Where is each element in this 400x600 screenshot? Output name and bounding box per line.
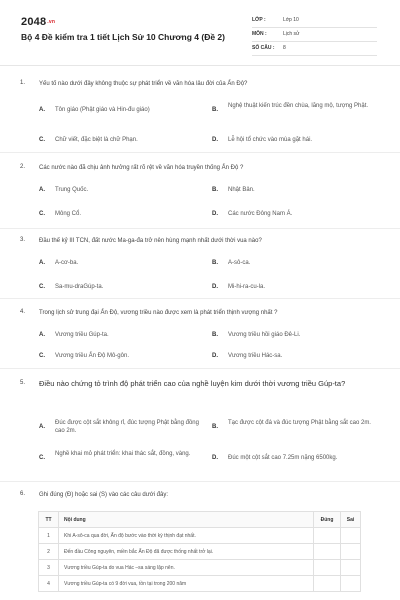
option-text: Đúc một cột sắt cao 7.25m nặng 6500kg.	[228, 455, 338, 461]
table-row	[39, 576, 361, 592]
table-row	[39, 544, 361, 560]
option-text: Lễ hội tổ chức vào mùa gặt hái.	[228, 137, 313, 143]
question-text: Ghi đúng (Đ) hoặc sai (S) vào các câu dưới đây:	[39, 492, 169, 498]
question-text: Các nước nào đã chịu ảnh hưởng rất rõ rệt về văn hóa truyền thống Ấn Độ ?	[39, 165, 244, 171]
question-divider	[0, 481, 400, 482]
row-content: Khi A-sô-ca qua đời, Ấn độ bước vào thời kỳ thịnh đạt nhất.	[59, 528, 314, 544]
logo-text: 2048	[21, 16, 47, 28]
question-divider	[0, 228, 400, 229]
option-letter: A.	[39, 424, 45, 430]
row-number: 1	[39, 528, 59, 544]
question-text: Đầu thế kỷ III TCN, đất nước Ma-ga-đa trở nên hùng mạnh nhất dưới thời vua nào?	[39, 238, 262, 244]
meta-label: LỚP :	[252, 17, 266, 23]
table-header-row	[39, 512, 361, 528]
option-text: Đúc được cột sắt không rỉ, đúc tượng Phật bằng đồng cao 2m.	[55, 420, 199, 434]
option-letter: B.	[212, 260, 218, 266]
option-text: Vương triều Gúp-ta.	[55, 332, 109, 338]
option-letter: D.	[212, 211, 218, 217]
option-text: Vương triều hồi giáo Đê-Li.	[228, 332, 301, 338]
true-cell[interactable]	[314, 576, 341, 592]
option-letter: B.	[212, 332, 218, 338]
question-number: 2.	[20, 164, 26, 170]
question-number: 1.	[20, 80, 26, 86]
option-text: Mông Cổ.	[55, 211, 82, 217]
column-header-false: Sai	[341, 512, 361, 528]
meta-value: Lịch sử	[283, 31, 300, 37]
meta-row-subject	[252, 28, 377, 42]
question-number: 3.	[20, 237, 26, 243]
option-letter: D.	[212, 284, 218, 290]
option-text: Nghệ thuật kiến trúc đền chùa, lăng mộ, tượng Phật.	[228, 103, 369, 109]
false-cell[interactable]	[341, 528, 361, 544]
option-text: Các nước Đông Nam Á.	[228, 211, 293, 217]
option-letter: A.	[39, 187, 45, 193]
meta-row-class	[252, 14, 377, 28]
option-text: Vương triều Hác-sa.	[228, 353, 283, 359]
column-header-true: Đúng	[314, 512, 341, 528]
question-text: Trong lịch sử trung đại Ấn Độ, vương triều nào được xem là phát triển thịnh vượng nhất ?	[39, 310, 278, 316]
row-number: 2	[39, 544, 59, 560]
question-text: Yếu tố nào dưới đây không thuộc sự phát triển về văn hóa lâu đời của Ấn Độ?	[39, 81, 248, 87]
site-logo[interactable]	[21, 16, 55, 28]
option-text: Tôn giáo (Phật giáo và Hin-đu giáo)	[55, 107, 150, 113]
option-text: Tạc được cột đá và đúc tượng Phật bằng sắt cao 2m.	[228, 420, 371, 426]
row-number: 3	[39, 560, 59, 576]
row-content: Vương triều Gúp-ta có 9 đời vua, tồn tại trong 200 năm	[59, 576, 314, 592]
meta-value: Lớp 10	[283, 17, 299, 23]
row-content: Đến đầu Công nguyên, miền bắc Ấn Độ đã được thống nhất trở lại.	[59, 544, 314, 560]
page-header	[0, 0, 400, 62]
option-text: Mi-hi-ra-cu-la.	[228, 284, 266, 290]
true-cell[interactable]	[314, 560, 341, 576]
true-cell[interactable]	[314, 528, 341, 544]
option-letter: A.	[39, 107, 45, 113]
false-cell[interactable]	[341, 560, 361, 576]
option-text: Trung Quốc.	[55, 187, 89, 193]
meta-label: MÔN :	[252, 31, 267, 37]
question-number: 4.	[20, 309, 26, 315]
option-letter: D.	[212, 455, 218, 461]
option-letter: C.	[39, 211, 45, 217]
exam-meta	[252, 14, 377, 56]
true-false-table	[38, 511, 361, 592]
meta-row-count	[252, 42, 377, 56]
meta-label: SỐ CÂU :	[252, 45, 275, 51]
option-text: Vương triều Ấn Độ Mô-gôn.	[55, 353, 129, 359]
logo-suffix: .vn	[47, 19, 56, 25]
option-letter: D.	[212, 137, 218, 143]
question-text: Điều nào chứng tỏ trình độ phát triển cao của nghề luyện kim dưới thời vương triều Gúp-ta?	[39, 379, 346, 388]
option-text: Sa-mu-draGúp-ta.	[55, 284, 104, 290]
question-divider	[0, 298, 400, 299]
header-divider	[0, 65, 400, 66]
row-content: Vương triều Gúp-ta do vua Hác –sa sáng lập nên.	[59, 560, 314, 576]
question-number: 5.	[20, 380, 26, 386]
option-letter: B.	[212, 187, 218, 193]
column-header-tt: TT	[39, 512, 59, 528]
option-letter: D.	[212, 353, 218, 359]
page-title: Bộ 4 Đề kiểm tra 1 tiết Lịch Sử 10 Chương 4 (Đề 2)	[21, 32, 225, 42]
option-letter: B.	[212, 107, 218, 113]
meta-value: 8	[283, 45, 286, 51]
option-letter: C.	[39, 455, 45, 461]
question-number: 6.	[20, 491, 26, 497]
option-text: A-sô-ca.	[228, 260, 251, 266]
row-number: 4	[39, 576, 59, 592]
column-header-content: Nội dung	[59, 512, 314, 528]
option-text: Nghề khai mỏ phát triển: khai thác sắt, đồng, vàng.	[55, 451, 191, 457]
option-letter: A.	[39, 332, 45, 338]
option-letter: C.	[39, 284, 45, 290]
true-cell[interactable]	[314, 544, 341, 560]
option-text: A-cơ-ba.	[55, 260, 79, 266]
false-cell[interactable]	[341, 544, 361, 560]
false-cell[interactable]	[341, 576, 361, 592]
question-divider	[0, 368, 400, 369]
table-row	[39, 528, 361, 544]
option-letter: B.	[212, 424, 218, 430]
option-letter: C.	[39, 353, 45, 359]
option-letter: A.	[39, 260, 45, 266]
option-text: Nhật Bản.	[228, 187, 255, 193]
table-row	[39, 560, 361, 576]
option-letter: C.	[39, 137, 45, 143]
option-text: Chữ viết, đặc biệt là chữ Phạn.	[55, 137, 138, 143]
question-divider	[0, 152, 400, 153]
